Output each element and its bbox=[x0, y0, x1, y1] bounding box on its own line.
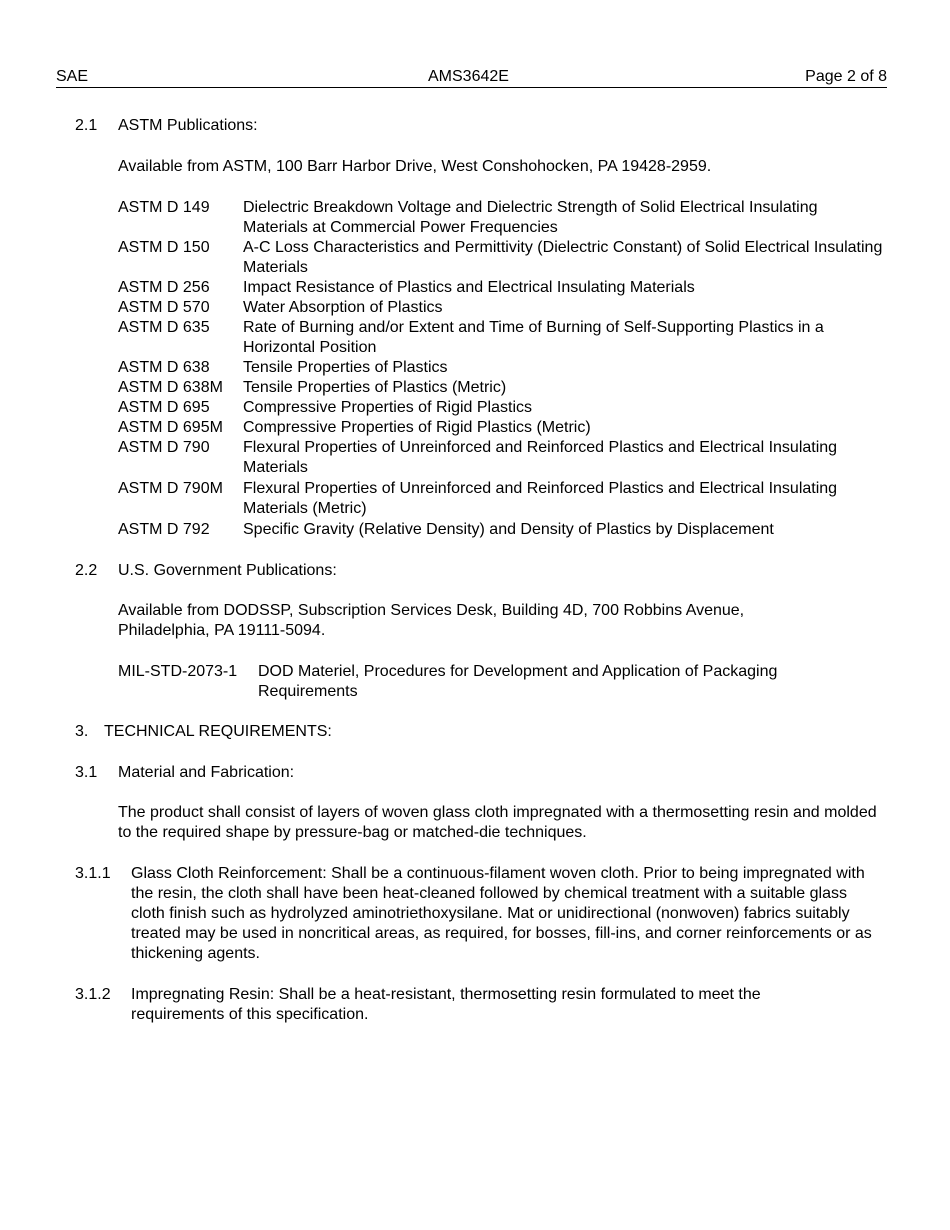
astm-ref-title: Water Absorption of Plastics bbox=[243, 299, 443, 316]
section-3-1-2-number: 3.1.2 bbox=[75, 986, 111, 1003]
section-3-1-2-body: Impregnating Resin: Shall be a heat-resistant, thermosetting resin formulated to meet the requirements of this specification. bbox=[131, 986, 761, 1023]
astm-ref-code: ASTM D 256 bbox=[118, 279, 210, 296]
section-3-1-body: The product shall consist of layers of woven glass cloth impregnated with a thermosetting resin and molded to the required shape by pressure-bag or matched-die techniques. bbox=[118, 804, 877, 841]
astm-ref-title: Dielectric Breakdown Voltage and Dielectric Strength of Solid Electrical Insulating Materials at Commercial Power Frequencies bbox=[243, 199, 818, 236]
astm-ref-code: ASTM D 570 bbox=[118, 299, 210, 316]
section-3-title: TECHNICAL REQUIREMENTS: bbox=[104, 723, 332, 740]
astm-ref-title: Compressive Properties of Rigid Plastics bbox=[243, 399, 532, 416]
astm-ref-code: ASTM D 638 bbox=[118, 359, 210, 376]
section-2-2-availability: Available from DODSSP, Subscription Services Desk, Building 4D, 700 Robbins Avenue, Philadelphia, PA 19111-5094. bbox=[118, 602, 745, 639]
astm-ref-code: ASTM D 638M bbox=[118, 379, 223, 396]
astm-ref-title: Tensile Properties of Plastics (Metric) bbox=[243, 379, 507, 396]
astm-ref-code: ASTM D 635 bbox=[118, 319, 210, 336]
astm-ref-title: Impact Resistance of Plastics and Electrical Insulating Materials bbox=[243, 279, 695, 296]
astm-ref-title: Specific Gravity (Relative Density) and Density of Plastics by Displacement bbox=[243, 521, 774, 538]
astm-ref-code: ASTM D 149 bbox=[118, 199, 210, 216]
astm-ref-title: Compressive Properties of Rigid Plastics (Metric) bbox=[243, 419, 591, 436]
astm-ref-title: A-C Loss Characteristics and Permittivity (Dielectric Constant) of Solid Electrical Insulating Materials bbox=[243, 239, 883, 276]
astm-ref-code: ASTM D 695 bbox=[118, 399, 210, 416]
section-2-1-number: 2.1 bbox=[75, 117, 98, 134]
astm-ref-code: ASTM D 790 bbox=[118, 439, 210, 456]
mil-ref-title: DOD Materiel, Procedures for Development and Application of Packaging Requirements bbox=[258, 663, 778, 700]
section-2-2-number: 2.2 bbox=[75, 562, 98, 579]
astm-ref-title: Flexural Properties of Unreinforced and Reinforced Plastics and Electrical Insulating Materials (Metric) bbox=[243, 480, 838, 517]
header-doc-number: AMS3642E bbox=[428, 68, 509, 85]
section-2-2-title: U.S. Government Publications: bbox=[118, 562, 337, 579]
section-2-1-availability: Available from ASTM, 100 Barr Harbor Drive, West Conshohocken, PA 19428-2959. bbox=[118, 158, 712, 175]
mil-ref-code: MIL-STD-2073-1 bbox=[118, 663, 238, 680]
section-3-1-number: 3.1 bbox=[75, 764, 98, 781]
section-3-1-1-number: 3.1.1 bbox=[75, 865, 111, 882]
section-3-number: 3. bbox=[75, 723, 89, 740]
astm-ref-code: ASTM D 790M bbox=[118, 480, 223, 497]
astm-ref-title: Tensile Properties of Plastics bbox=[243, 359, 448, 376]
header-page-number: Page 2 of 8 bbox=[805, 68, 887, 85]
astm-ref-title: Flexural Properties of Unreinforced and Reinforced Plastics and Electrical Insulating Materials bbox=[243, 439, 838, 476]
astm-ref-title: Rate of Burning and/or Extent and Time of Burning of Self-Supporting Plastics in a Horizontal Position bbox=[243, 319, 824, 356]
header-org: SAE bbox=[56, 68, 89, 85]
section-2-1-title: ASTM Publications: bbox=[118, 117, 258, 134]
astm-ref-code: ASTM D 150 bbox=[118, 239, 210, 256]
astm-ref-code: ASTM D 792 bbox=[118, 521, 210, 538]
section-3-1-title: Material and Fabrication: bbox=[118, 764, 295, 781]
section-3-1-1-body: Glass Cloth Reinforcement: Shall be a continuous-filament woven cloth. Prior to being impregnated with the resin, the cloth shall have been heat-cleaned followed by chemical treatment with a suitable glass cloth finish such as hydrolyzed aminotriethoxysilane. Mat or unidirectional (nonwoven) fabrics suitably treated may be used in noncritical areas, as required, for bosses, fill-ins, and corner reinforcements or as thickening agents. bbox=[131, 865, 872, 962]
page-header bbox=[56, 67, 887, 88]
astm-ref-code: ASTM D 695M bbox=[118, 419, 223, 436]
